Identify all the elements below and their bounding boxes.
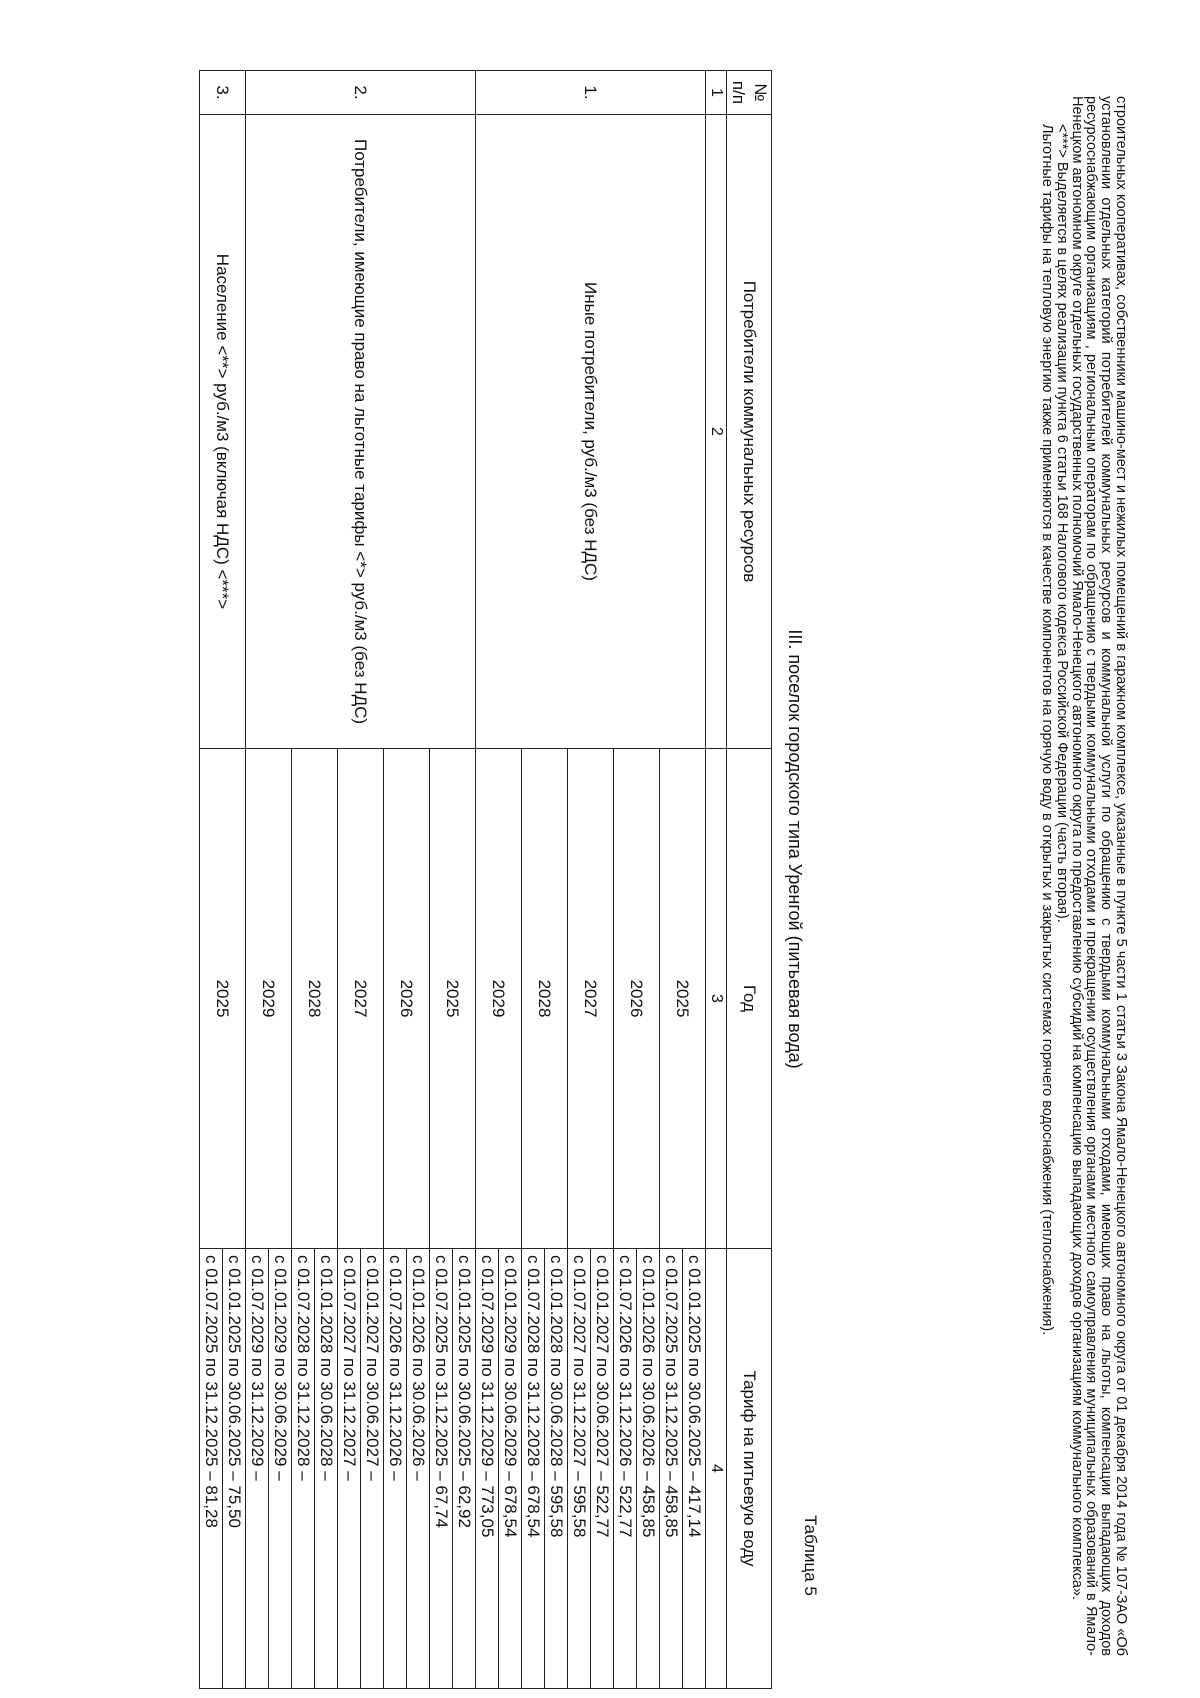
table-row	[453, 71, 476, 1689]
tariff-period: с 01.07.2025 по 31.12.2025 – 458,85	[660, 1249, 683, 1689]
row-number: 2.	[246, 71, 476, 115]
year-cell: 2028	[522, 749, 568, 1249]
tariff-period: с 01.07.2026 по 31.12.2026 –	[384, 1249, 407, 1689]
section-title: III. поселок городского типа Уренгой (питьевая вода)	[785, 629, 805, 1069]
index-cell: 1	[706, 71, 727, 115]
table-row	[223, 71, 246, 1689]
year-cell: 2025	[200, 749, 246, 1249]
row-number: 1.	[476, 71, 706, 115]
tariff-period: с 01.01.2027 по 30.06.2027 –	[361, 1249, 384, 1689]
year-cell: 2026	[614, 749, 660, 1249]
index-cell: 3	[706, 749, 727, 1249]
tariff-period: с 01.07.2029 по 31.12.2029 – 773,05	[476, 1249, 499, 1689]
tariff-period: с 01.07.2028 по 31.12.2028 – 678,54	[522, 1249, 545, 1689]
footnote-paragraph: строительных кооперативах, собственники машино-мест и нежилых помещений в гаражном комплексе, указанные в пункте 5 части 1 статьи 3 Закона Ямало-Ненецкого автономного округа от 01 декабря 2014 года № 107-ЗАО «Об установлении отдельных категорий потребителей коммунальных ресурсов и коммунальной услуги по обращению с твердыми коммунальными отходами, имеющих право на льготы, компенсации выпадающих доходов ресурсоснабжающим организациям , региональным операторам по обращению с твердыми коммунальными отходами и прекращении осуществления органами местного самоуправления муниципальных образований в Ямало-Ненецком автономном округе отдельных государственных полномочий Ямало-Ненецкого автономного округа по предоставлению субсидий на компенсацию выпадающих доходов организациям коммунального комплекса».	[1068, 96, 1129, 1656]
row-number: 3.	[200, 71, 246, 115]
table-caption: Таблица 5	[801, 1515, 820, 1596]
header-consumers: Потребители коммунальных ресурсов	[727, 115, 772, 749]
year-cell: 2029	[476, 749, 522, 1249]
year-cell: 2026	[384, 749, 430, 1249]
tariff-period: с 01.07.2027 по 31.12.2027 – 595,58	[568, 1249, 591, 1689]
tariff-period: с 01.01.2029 по 30.06.2029 – 678,54	[499, 1249, 522, 1689]
year-cell: 2027	[568, 749, 614, 1249]
tariff-period: с 01.07.2025 по 31.12.2025 – 67,74	[430, 1249, 453, 1689]
tariff-period: с 01.01.2025 по 30.06.2025 – 75,50	[223, 1249, 246, 1689]
header-row	[727, 71, 772, 1689]
tariff-table	[199, 70, 772, 1689]
tariff-period: с 01.01.2026 по 30.06.2026 –	[407, 1249, 430, 1689]
tariff-period: с 01.01.2027 по 30.06.2027 – 522,77	[591, 1249, 614, 1689]
header-num: № п/п	[727, 71, 772, 115]
tariff-period: с 01.07.2026 по 31.12.2026 – 522,77	[614, 1249, 637, 1689]
tariff-period: с 01.07.2025 по 31.12.2025 – 81,28	[200, 1249, 223, 1689]
year-cell: 2025	[430, 749, 476, 1249]
table-row	[683, 71, 706, 1689]
footnotes	[1039, 96, 1128, 1656]
tariff-period: с 01.07.2028 по 31.12.2028 –	[292, 1249, 315, 1689]
year-cell: 2027	[338, 749, 384, 1249]
consumer-category: Иные потребители, руб./м3 (без НДС)	[476, 115, 706, 749]
footnote-vat: <***> Выделяется в целях реализации пункта 6 статьи 168 Налогового кодекса Российской Федерации (часть вторая).	[1053, 124, 1070, 923]
tariff-period: с 01.01.2028 по 30.06.2028 – 595,58	[545, 1249, 568, 1689]
tariff-period: с 01.01.2028 по 30.06.2028 –	[315, 1249, 338, 1689]
footnote-heat-energy: Льготные тарифы на тепловую энергию также применяются в качестве компонентов на горячую воду в открытых и закрытых системах горячего водоснабжения (теплоснабжения).	[1039, 124, 1056, 1336]
index-cell: 4	[706, 1249, 727, 1689]
header-year: Год	[727, 749, 772, 1249]
header-tariff: Тариф на питьевую воду	[727, 1249, 772, 1689]
index-cell: 2	[706, 115, 727, 749]
tariff-period: с 01.01.2029 по 30.06.2029 –	[269, 1249, 292, 1689]
year-cell: 2029	[246, 749, 292, 1249]
tariff-period: с 01.01.2026 по 30.06.2026 – 458,85	[637, 1249, 660, 1689]
consumer-category: Население <**> руб./м3 (включая НДС) <***>	[200, 115, 246, 749]
tariff-period: с 01.07.2029 по 31.12.2029 –	[246, 1249, 269, 1689]
index-row	[706, 71, 727, 1689]
year-cell: 2028	[292, 749, 338, 1249]
tariff-period: с 01.07.2027 по 31.12.2027 –	[338, 1249, 361, 1689]
year-cell: 2025	[660, 749, 706, 1249]
consumer-category: Потребители, имеющие право на льготные тарифы <*> руб./м3 (без НДС)	[246, 115, 476, 749]
tariff-period: с 01.01.2025 по 30.06.2025 – 62,92	[453, 1249, 476, 1689]
tariff-period: с 01.01.2025 по 30.06.2025 – 417,14	[683, 1249, 706, 1689]
